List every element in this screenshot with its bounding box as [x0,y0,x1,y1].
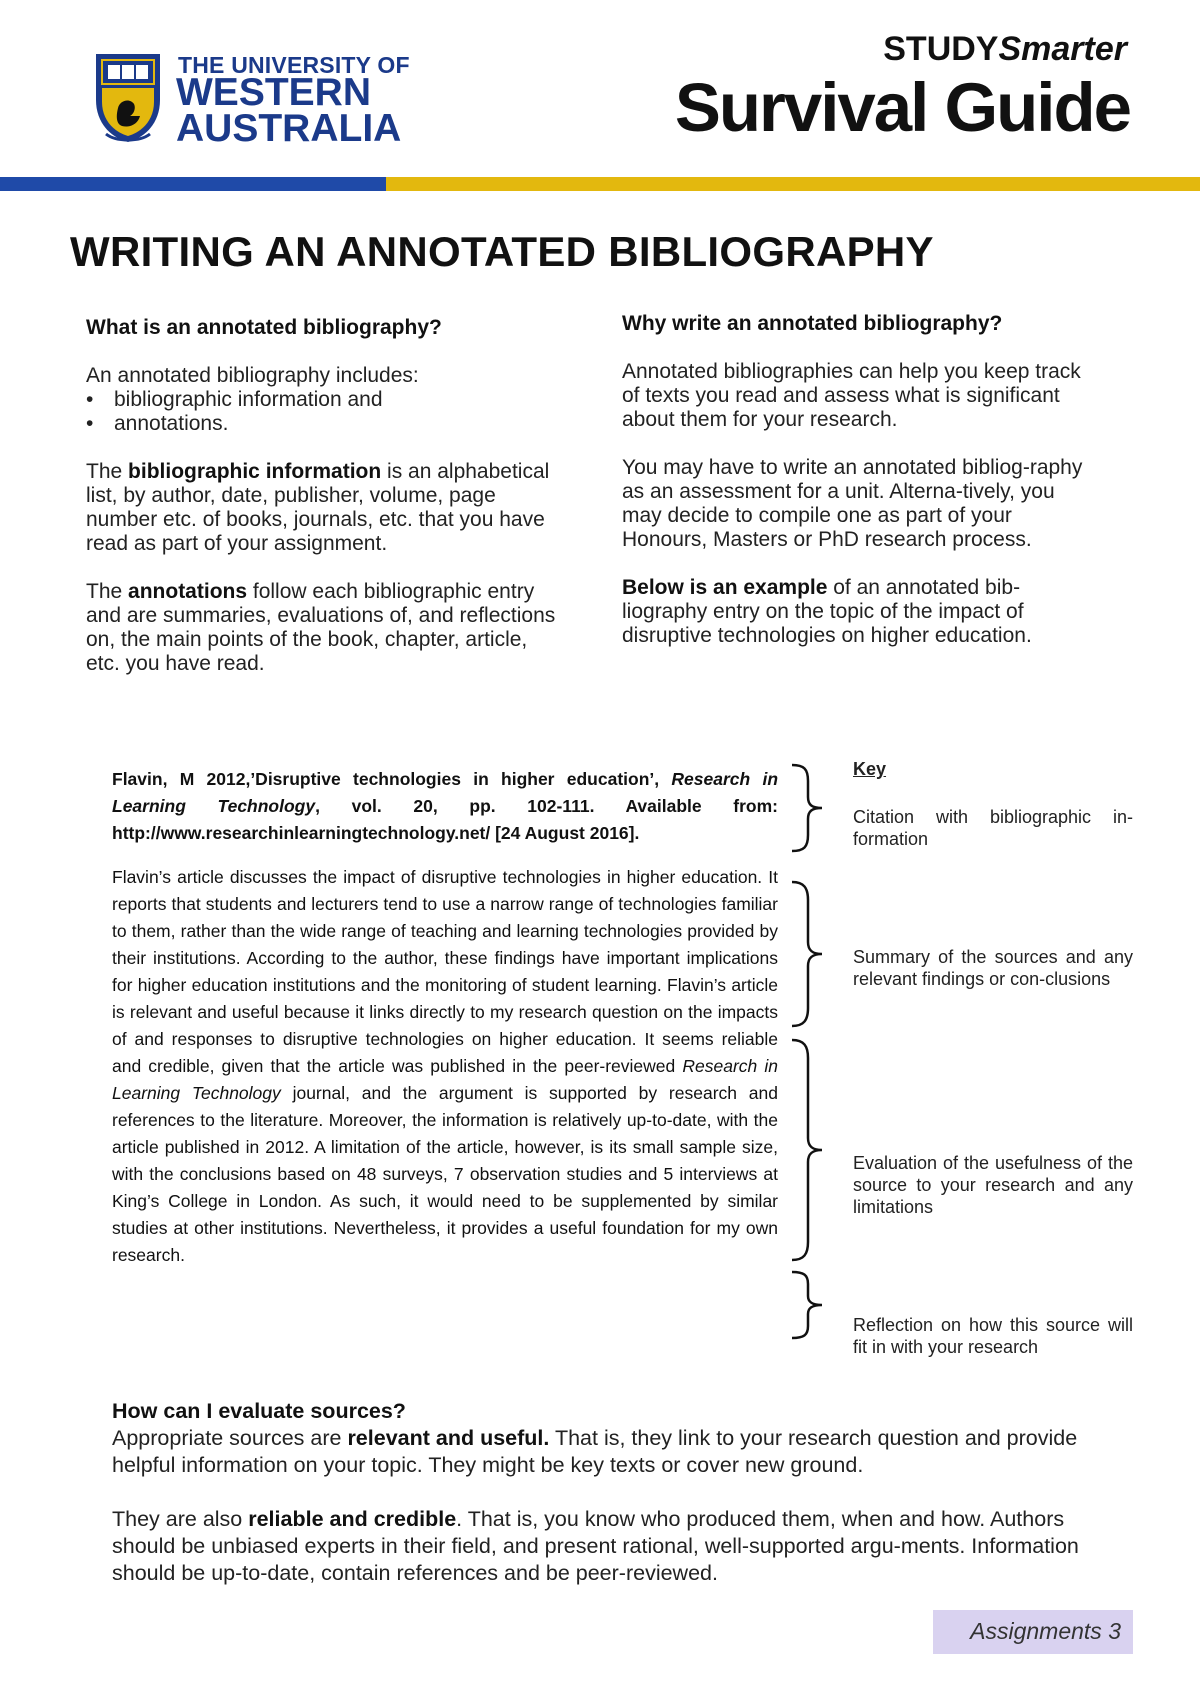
key-title: Key [853,759,887,779]
uwa-logo [94,50,410,150]
header-bar-gold [386,177,1200,191]
evaluate-sources-section [112,1398,1102,1587]
university-name-line1: THE UNIVERSITY OF [178,52,410,78]
brace-reflection-icon [790,1270,840,1340]
evaluate-paragraph-2: They are also reliable and credible. That is, you know who produced them, when and how. Authors should be unbiased experts in their field, and present rational, well-supported argu-ments. Information should be up-to-date, contain references and be peer-reviewed. [112,1507,1079,1585]
key-item-summary: Summary of the sources and any relevant findings or con-clusions [853,947,1133,989]
brace-evaluation-icon [790,1038,840,1262]
bullet-item [86,412,556,436]
header-bar-blue [0,177,386,191]
left-heading: What is an annotated bibliography? [86,316,442,339]
example-entry [112,766,778,1269]
example-annotation: Flavin’s article discusses the impact of disruptive technologies in higher education. It reports that students and lecturers tend to use a narrow range of technologies familiar to them, rather than the wide range of teaching and learning technologies provided by their institutions. According to the author, these findings have important implications for higher education institutions and the monitoring of student learning. Flavin’s article is relevant and useful because it links directly to my research question on the impacts of and responses to disruptive technologies on higher education. It seems reliable and credible, given that the article was published in the peer-reviewed Research in Learning Technology journal, and the argument is supported by research and references to the literature. Moreover, the information is relatively up-to-date, with the article published in 2012. A limitation of the article, however, is its small sample size, with the conclusions based on 48 surveys, 7 observation studies and 5 interviews at King’s College in London. As such, it would need to be supplemented by similar studies at other institutions. Nevertheless, it provides a useful foundation for my own research. [112,867,778,1265]
university-crest-icon [94,50,162,144]
key-item-evaluation: Evaluation of the usefulness of the source to your research and any limitations [853,1153,1133,1217]
footer-label: Assignments 3 [970,1618,1121,1644]
left-paragraph-annotations: The annotations follow each bibliographic entry and are summaries, evaluations of, and reflections on, the main points of the book, chapter, article, etc. you have read. [86,580,556,675]
bullet-icon: • [86,412,94,435]
example-citation: Flavin, M 2012,’Disruptive technologies in higher education’, Research in Learning Technology, vol. 20, pp. 102-111. Available from: http://www.researchinlearningtechnology.net/ [24 August 2016]. [112,769,779,843]
brand-smarter: Smarter [998,30,1127,68]
bullet-item [86,388,556,412]
right-paragraph-3: Below is an example of an annotated bib-liography entry on the topic of the impact of disruptive technologies on higher education. [622,576,1032,647]
evaluate-heading: How can I evaluate sources? [112,1399,406,1423]
brace-citation-icon [790,763,840,853]
survival-guide-title: Survival Guide [674,69,1130,146]
right-column [622,312,1092,648]
evaluate-paragraph-1: Appropriate sources are relevant and useful. That is, they link to your research question and provide helpful information on your topic. They might be key texts or cover new ground. [112,1426,1078,1477]
key-item-citation: Citation with bibliographic in-formation [853,807,1133,849]
university-name-line3: AUSTRALIA [176,107,402,150]
bullet-text: bibliographic information and [114,388,383,411]
footer-badge [933,1610,1133,1654]
bullet-text: annotations. [114,412,229,435]
right-paragraph-1: Annotated bibliographies can help you keep track of texts you read and assess what is significant about them for your research. [622,360,1081,431]
bullet-icon: • [86,388,94,411]
left-intro: An annotated bibliography includes: [86,364,419,387]
brand-study: STUDY [883,30,999,68]
left-paragraph-bibliographic: The bibliographic information is an alphabetical list, by author, date, publisher, volume, page number etc. of books, journals, etc. that you have read as part of your assignment. [86,460,550,555]
university-name-line2: WESTERN [176,71,371,114]
page-title: WRITING AN ANNOTATED BIBLIOGRAPHY [70,228,934,275]
studysmarter-brand [883,30,1127,69]
key-legend [853,758,1133,780]
right-heading: Why write an annotated bibliography? [622,312,1003,335]
right-paragraph-2: You may have to write an annotated bibliog-raphy as an assessment for a unit. Alterna-tively, you may decide to compile one as part of your Honours, Masters or PhD research process. [622,456,1083,551]
left-column [86,316,556,676]
key-item-reflection: Reflection on how this source will fit in with your research [853,1315,1133,1357]
brace-summary-icon [790,880,840,1028]
